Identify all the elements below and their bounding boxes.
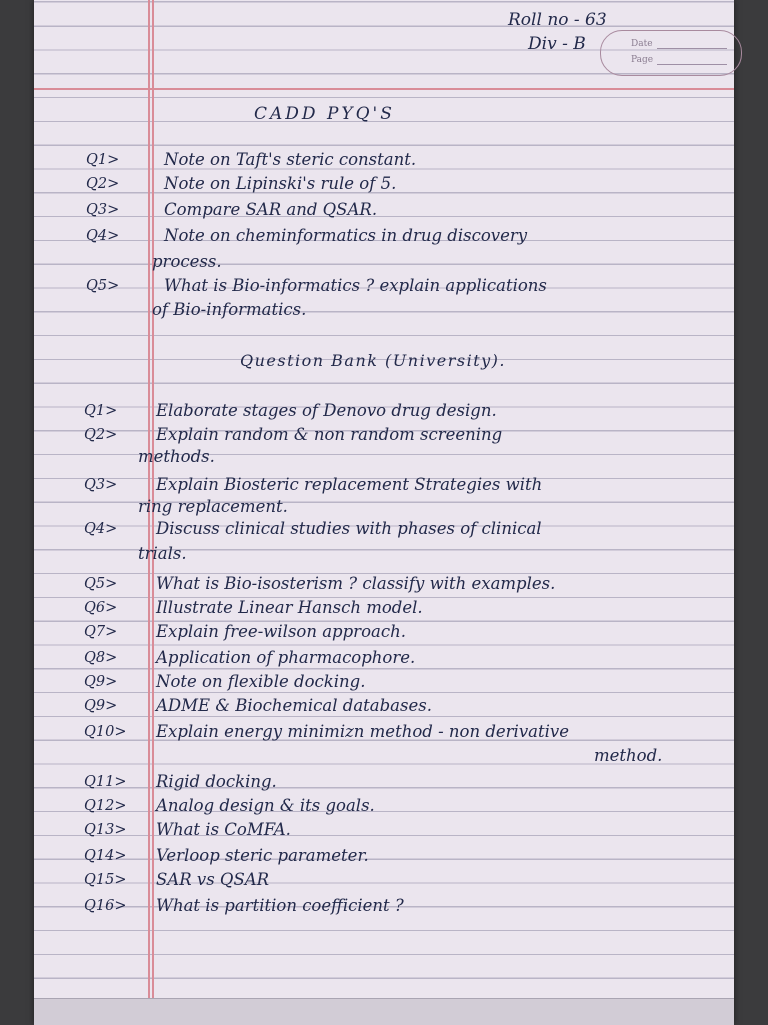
- question-text: Note on Lipinski's rule of 5.: [164, 174, 397, 193]
- question-number: Q1>: [86, 152, 120, 168]
- question-number: Q13>: [84, 822, 127, 838]
- question-number: Q12>: [84, 798, 127, 814]
- question-number: Q1>: [84, 403, 118, 419]
- question-text: SAR vs QSAR: [156, 870, 270, 889]
- date-page-box: [600, 30, 742, 76]
- question-text: Verloop steric parameter.: [156, 846, 369, 865]
- question-text: ADME & Biochemical databases.: [156, 696, 432, 715]
- question-number: Q16>: [84, 898, 127, 914]
- question-number: Q11>: [84, 774, 127, 790]
- question-text: What is Bio-informatics ? explain applications: [164, 276, 547, 295]
- question-number: Q5>: [84, 576, 118, 592]
- page-line: [657, 64, 727, 65]
- question-number: Q10>: [84, 724, 127, 740]
- roll-number: Roll no - 63: [508, 10, 607, 30]
- question-text: Compare SAR and QSAR.: [164, 200, 378, 219]
- question-number: Q15>: [84, 872, 127, 888]
- question-text: Explain free-wilson approach.: [156, 622, 406, 641]
- date-label: Date: [631, 39, 653, 49]
- question-text: Application of pharmacophore.: [156, 648, 416, 667]
- top-margin-rule: [34, 88, 734, 90]
- division: Div - B: [528, 34, 586, 54]
- question-text-continued: methods.: [138, 447, 215, 466]
- question-text: Explain energy minimizn method - non derivative: [156, 722, 569, 741]
- question-text: Discuss clinical studies with phases of clinical: [156, 519, 542, 538]
- question-number: Q5>: [86, 278, 120, 294]
- question-text-continued: trials.: [138, 544, 187, 563]
- question-number: Q2>: [84, 427, 118, 443]
- page-title: CADD PYQ'S: [254, 104, 395, 124]
- question-number: Q2>: [86, 176, 120, 192]
- question-number: Q6>: [84, 600, 118, 616]
- question-text: What is CoMFA.: [156, 820, 291, 839]
- question-number: Q9>: [84, 674, 118, 690]
- date-line: [657, 48, 727, 49]
- question-text-continued: method.: [594, 746, 663, 765]
- question-number: Q3>: [86, 202, 120, 218]
- question-number: Q4>: [84, 521, 118, 537]
- question-text-continued: of Bio-informatics.: [152, 300, 307, 319]
- question-text-continued: ring replacement.: [138, 497, 288, 516]
- question-text-continued: process.: [152, 252, 222, 271]
- question-text: What is partition coefficient ?: [156, 896, 404, 915]
- page-label: Page: [631, 55, 654, 65]
- question-text: Note on cheminformatics in drug discovery: [164, 226, 528, 245]
- question-number: Q3>: [84, 477, 118, 493]
- question-text: Illustrate Linear Hansch model.: [156, 598, 423, 617]
- question-text: Elaborate stages of Denovo drug design.: [156, 401, 497, 420]
- question-number: Q4>: [86, 228, 120, 244]
- question-text: Analog design & its goals.: [156, 796, 375, 815]
- question-number: Q8>: [84, 650, 118, 666]
- question-number: Q9>: [84, 698, 118, 714]
- question-text: Explain Biosteric replacement Strategies with: [156, 475, 543, 494]
- page-bottom-edge: [34, 998, 734, 1025]
- question-text: Note on Taft's steric constant.: [164, 150, 417, 169]
- question-bank-title: Question Bank (University).: [240, 351, 506, 370]
- question-text: Explain random & non random screening: [156, 425, 503, 444]
- question-text: What is Bio-isosterism ? classify with examples.: [156, 574, 556, 593]
- notebook-page: [34, 0, 734, 1024]
- question-text: Rigid docking.: [156, 772, 277, 791]
- question-number: Q14>: [84, 848, 127, 864]
- question-text: Note on flexible docking.: [156, 672, 366, 691]
- question-number: Q7>: [84, 624, 118, 640]
